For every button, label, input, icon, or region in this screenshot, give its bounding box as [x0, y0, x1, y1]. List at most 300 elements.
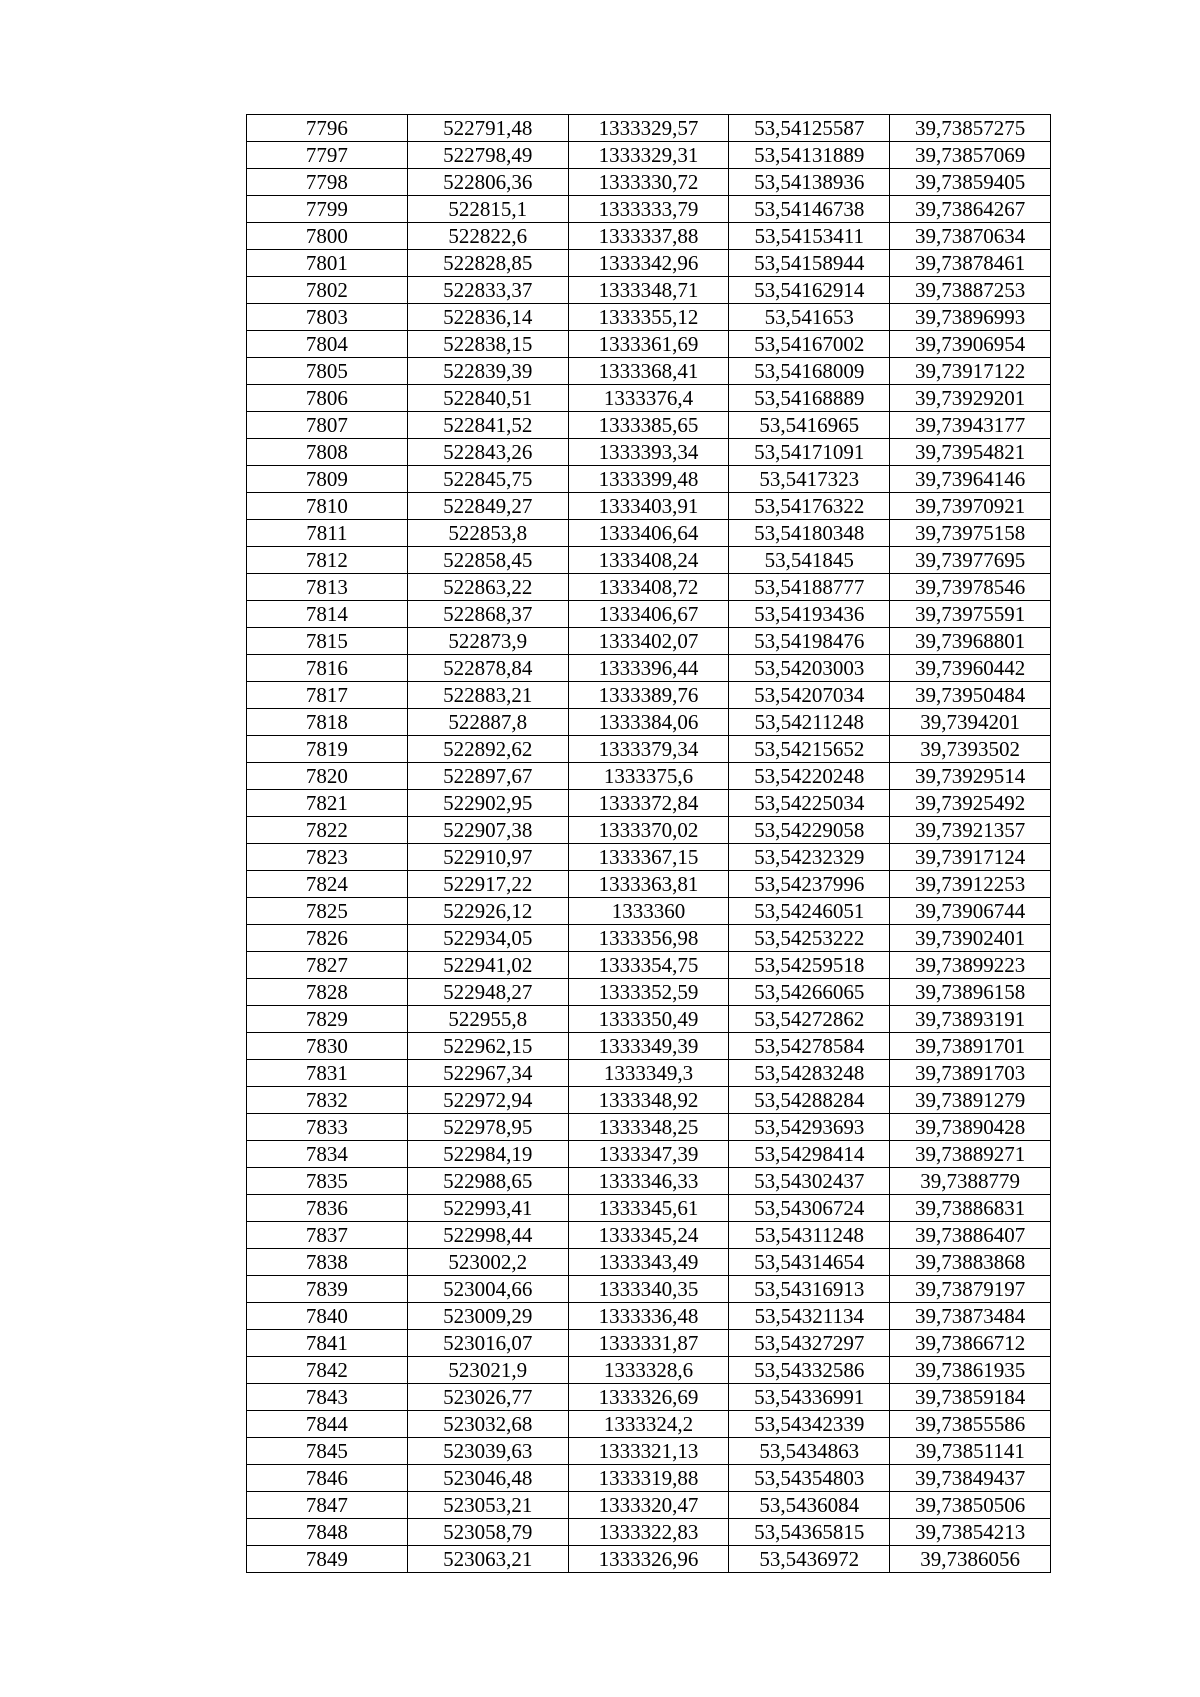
x-coordinate-cell: 522910,97: [407, 844, 568, 871]
y-coordinate-cell: 1333368,41: [568, 358, 729, 385]
point-number-cell: 7801: [247, 250, 408, 277]
longitude-cell: 39,73970921: [890, 493, 1051, 520]
x-coordinate-cell: 522845,75: [407, 466, 568, 493]
table-row: [247, 1087, 1051, 1114]
longitude-cell: 39,73896158: [890, 979, 1051, 1006]
y-coordinate-cell: 1333408,72: [568, 574, 729, 601]
longitude-cell: 39,73849437: [890, 1465, 1051, 1492]
point-number-cell: 7804: [247, 331, 408, 358]
latitude-cell: 53,54321134: [729, 1303, 890, 1330]
latitude-cell: 53,54336991: [729, 1384, 890, 1411]
y-coordinate-cell: 1333324,2: [568, 1411, 729, 1438]
table-row: [247, 223, 1051, 250]
latitude-cell: 53,54246051: [729, 898, 890, 925]
y-coordinate-cell: 1333379,34: [568, 736, 729, 763]
y-coordinate-cell: 1333356,98: [568, 925, 729, 952]
longitude-cell: 39,73891701: [890, 1033, 1051, 1060]
point-number-cell: 7822: [247, 817, 408, 844]
y-coordinate-cell: 1333348,71: [568, 277, 729, 304]
latitude-cell: 53,54162914: [729, 277, 890, 304]
table-row: [247, 1411, 1051, 1438]
y-coordinate-cell: 1333320,47: [568, 1492, 729, 1519]
table-row: [247, 142, 1051, 169]
x-coordinate-cell: 523026,77: [407, 1384, 568, 1411]
y-coordinate-cell: 1333363,81: [568, 871, 729, 898]
y-coordinate-cell: 1333346,33: [568, 1168, 729, 1195]
latitude-cell: 53,54283248: [729, 1060, 890, 1087]
table-row: [247, 520, 1051, 547]
x-coordinate-cell: 522839,39: [407, 358, 568, 385]
x-coordinate-cell: 523021,9: [407, 1357, 568, 1384]
point-number-cell: 7826: [247, 925, 408, 952]
latitude-cell: 53,54180348: [729, 520, 890, 547]
longitude-cell: 39,73864267: [890, 196, 1051, 223]
longitude-cell: 39,73977695: [890, 547, 1051, 574]
y-coordinate-cell: 1333333,79: [568, 196, 729, 223]
latitude-cell: 53,54215652: [729, 736, 890, 763]
latitude-cell: 53,5436972: [729, 1546, 890, 1573]
table-row: [247, 358, 1051, 385]
point-number-cell: 7815: [247, 628, 408, 655]
y-coordinate-cell: 1333370,02: [568, 817, 729, 844]
point-number-cell: 7813: [247, 574, 408, 601]
longitude-cell: 39,73975158: [890, 520, 1051, 547]
x-coordinate-cell: 522993,41: [407, 1195, 568, 1222]
x-coordinate-cell: 523039,63: [407, 1438, 568, 1465]
longitude-cell: 39,73925492: [890, 790, 1051, 817]
y-coordinate-cell: 1333361,69: [568, 331, 729, 358]
table-row: [247, 1276, 1051, 1303]
x-coordinate-cell: 522972,94: [407, 1087, 568, 1114]
point-number-cell: 7800: [247, 223, 408, 250]
point-number-cell: 7846: [247, 1465, 408, 1492]
x-coordinate-cell: 522998,44: [407, 1222, 568, 1249]
y-coordinate-cell: 1333360: [568, 898, 729, 925]
table-row: [247, 1114, 1051, 1141]
y-coordinate-cell: 1333402,07: [568, 628, 729, 655]
x-coordinate-cell: 522815,1: [407, 196, 568, 223]
table-row: [247, 1384, 1051, 1411]
y-coordinate-cell: 1333348,25: [568, 1114, 729, 1141]
y-coordinate-cell: 1333349,3: [568, 1060, 729, 1087]
longitude-cell: 39,7386056: [890, 1546, 1051, 1573]
y-coordinate-cell: 1333354,75: [568, 952, 729, 979]
x-coordinate-cell: 522948,27: [407, 979, 568, 1006]
table-row: [247, 1465, 1051, 1492]
latitude-cell: 53,54153411: [729, 223, 890, 250]
point-number-cell: 7831: [247, 1060, 408, 1087]
longitude-cell: 39,73975591: [890, 601, 1051, 628]
table-row: [247, 304, 1051, 331]
longitude-cell: 39,73906954: [890, 331, 1051, 358]
y-coordinate-cell: 1333403,91: [568, 493, 729, 520]
longitude-cell: 39,73879197: [890, 1276, 1051, 1303]
longitude-cell: 39,73890428: [890, 1114, 1051, 1141]
point-number-cell: 7821: [247, 790, 408, 817]
x-coordinate-cell: 522892,62: [407, 736, 568, 763]
longitude-cell: 39,7388779: [890, 1168, 1051, 1195]
longitude-cell: 39,73866712: [890, 1330, 1051, 1357]
table-row: [247, 790, 1051, 817]
x-coordinate-cell: 522853,8: [407, 520, 568, 547]
latitude-cell: 53,54311248: [729, 1222, 890, 1249]
point-number-cell: 7835: [247, 1168, 408, 1195]
longitude-cell: 39,73921357: [890, 817, 1051, 844]
latitude-cell: 53,54314654: [729, 1249, 890, 1276]
longitude-cell: 39,73855586: [890, 1411, 1051, 1438]
latitude-cell: 53,54158944: [729, 250, 890, 277]
table-row: [247, 1303, 1051, 1330]
point-number-cell: 7824: [247, 871, 408, 898]
x-coordinate-cell: 522978,95: [407, 1114, 568, 1141]
latitude-cell: 53,54298414: [729, 1141, 890, 1168]
table-row: [247, 682, 1051, 709]
point-number-cell: 7817: [247, 682, 408, 709]
longitude-cell: 39,73899223: [890, 952, 1051, 979]
x-coordinate-cell: 522833,37: [407, 277, 568, 304]
table-row: [247, 844, 1051, 871]
y-coordinate-cell: 1333352,59: [568, 979, 729, 1006]
latitude-cell: 53,54272862: [729, 1006, 890, 1033]
latitude-cell: 53,5417323: [729, 466, 890, 493]
y-coordinate-cell: 1333322,83: [568, 1519, 729, 1546]
y-coordinate-cell: 1333375,6: [568, 763, 729, 790]
latitude-cell: 53,54168889: [729, 385, 890, 412]
y-coordinate-cell: 1333406,67: [568, 601, 729, 628]
x-coordinate-cell: 522887,8: [407, 709, 568, 736]
coordinates-table-body: [247, 115, 1051, 1573]
table-row: [247, 169, 1051, 196]
table-row: [247, 439, 1051, 466]
point-number-cell: 7845: [247, 1438, 408, 1465]
x-coordinate-cell: 522806,36: [407, 169, 568, 196]
latitude-cell: 53,54354803: [729, 1465, 890, 1492]
table-row: [247, 1222, 1051, 1249]
latitude-cell: 53,54211248: [729, 709, 890, 736]
table-row: [247, 466, 1051, 493]
x-coordinate-cell: 522840,51: [407, 385, 568, 412]
longitude-cell: 39,73886407: [890, 1222, 1051, 1249]
x-coordinate-cell: 523046,48: [407, 1465, 568, 1492]
y-coordinate-cell: 1333343,49: [568, 1249, 729, 1276]
y-coordinate-cell: 1333367,15: [568, 844, 729, 871]
latitude-cell: 53,5436084: [729, 1492, 890, 1519]
x-coordinate-cell: 522988,65: [407, 1168, 568, 1195]
table-row: [247, 1249, 1051, 1276]
table-row: [247, 871, 1051, 898]
point-number-cell: 7840: [247, 1303, 408, 1330]
x-coordinate-cell: 522798,49: [407, 142, 568, 169]
point-number-cell: 7830: [247, 1033, 408, 1060]
longitude-cell: 39,73889271: [890, 1141, 1051, 1168]
longitude-cell: 39,73917122: [890, 358, 1051, 385]
latitude-cell: 53,54253222: [729, 925, 890, 952]
point-number-cell: 7818: [247, 709, 408, 736]
x-coordinate-cell: 522838,15: [407, 331, 568, 358]
table-row: [247, 979, 1051, 1006]
longitude-cell: 39,73887253: [890, 277, 1051, 304]
latitude-cell: 53,54332586: [729, 1357, 890, 1384]
point-number-cell: 7810: [247, 493, 408, 520]
x-coordinate-cell: 522828,85: [407, 250, 568, 277]
latitude-cell: 53,54168009: [729, 358, 890, 385]
y-coordinate-cell: 1333319,88: [568, 1465, 729, 1492]
x-coordinate-cell: 522917,22: [407, 871, 568, 898]
x-coordinate-cell: 522822,6: [407, 223, 568, 250]
y-coordinate-cell: 1333345,24: [568, 1222, 729, 1249]
table-row: [247, 763, 1051, 790]
longitude-cell: 39,73891703: [890, 1060, 1051, 1087]
point-number-cell: 7796: [247, 115, 408, 142]
longitude-cell: 39,73870634: [890, 223, 1051, 250]
y-coordinate-cell: 1333393,34: [568, 439, 729, 466]
latitude-cell: 53,54306724: [729, 1195, 890, 1222]
y-coordinate-cell: 1333384,06: [568, 709, 729, 736]
point-number-cell: 7833: [247, 1114, 408, 1141]
x-coordinate-cell: 523016,07: [407, 1330, 568, 1357]
point-number-cell: 7823: [247, 844, 408, 871]
latitude-cell: 53,54288284: [729, 1087, 890, 1114]
point-number-cell: 7834: [247, 1141, 408, 1168]
longitude-cell: 39,73861935: [890, 1357, 1051, 1384]
y-coordinate-cell: 1333345,61: [568, 1195, 729, 1222]
longitude-cell: 39,73902401: [890, 925, 1051, 952]
y-coordinate-cell: 1333328,6: [568, 1357, 729, 1384]
table-row: [247, 1195, 1051, 1222]
table-row: [247, 1492, 1051, 1519]
latitude-cell: 53,541653: [729, 304, 890, 331]
longitude-cell: 39,73978546: [890, 574, 1051, 601]
point-number-cell: 7809: [247, 466, 408, 493]
x-coordinate-cell: 522967,34: [407, 1060, 568, 1087]
longitude-cell: 39,73950484: [890, 682, 1051, 709]
latitude-cell: 53,54193436: [729, 601, 890, 628]
point-number-cell: 7808: [247, 439, 408, 466]
point-number-cell: 7841: [247, 1330, 408, 1357]
latitude-cell: 53,54225034: [729, 790, 890, 817]
y-coordinate-cell: 1333399,48: [568, 466, 729, 493]
point-number-cell: 7843: [247, 1384, 408, 1411]
y-coordinate-cell: 1333336,48: [568, 1303, 729, 1330]
latitude-cell: 53,54198476: [729, 628, 890, 655]
x-coordinate-cell: 522941,02: [407, 952, 568, 979]
longitude-cell: 39,73896993: [890, 304, 1051, 331]
table-row: [247, 331, 1051, 358]
longitude-cell: 39,73954821: [890, 439, 1051, 466]
longitude-cell: 39,73893191: [890, 1006, 1051, 1033]
x-coordinate-cell: 522863,22: [407, 574, 568, 601]
latitude-cell: 53,54229058: [729, 817, 890, 844]
point-number-cell: 7836: [247, 1195, 408, 1222]
latitude-cell: 53,54167002: [729, 331, 890, 358]
table-row: [247, 709, 1051, 736]
longitude-cell: 39,73851141: [890, 1438, 1051, 1465]
x-coordinate-cell: 523032,68: [407, 1411, 568, 1438]
longitude-cell: 39,73859405: [890, 169, 1051, 196]
longitude-cell: 39,73886831: [890, 1195, 1051, 1222]
point-number-cell: 7839: [247, 1276, 408, 1303]
longitude-cell: 39,7393502: [890, 736, 1051, 763]
longitude-cell: 39,73929201: [890, 385, 1051, 412]
x-coordinate-cell: 523002,2: [407, 1249, 568, 1276]
longitude-cell: 39,73943177: [890, 412, 1051, 439]
latitude-cell: 53,54293693: [729, 1114, 890, 1141]
latitude-cell: 53,54278584: [729, 1033, 890, 1060]
x-coordinate-cell: 522791,48: [407, 115, 568, 142]
x-coordinate-cell: 522902,95: [407, 790, 568, 817]
latitude-cell: 53,54220248: [729, 763, 890, 790]
point-number-cell: 7806: [247, 385, 408, 412]
table-row: [247, 574, 1051, 601]
longitude-cell: 39,73857069: [890, 142, 1051, 169]
longitude-cell: 39,7394201: [890, 709, 1051, 736]
point-number-cell: 7799: [247, 196, 408, 223]
latitude-cell: 53,54146738: [729, 196, 890, 223]
y-coordinate-cell: 1333329,31: [568, 142, 729, 169]
latitude-cell: 53,5416965: [729, 412, 890, 439]
latitude-cell: 53,54176322: [729, 493, 890, 520]
table-row: [247, 1141, 1051, 1168]
y-coordinate-cell: 1333321,13: [568, 1438, 729, 1465]
x-coordinate-cell: 522926,12: [407, 898, 568, 925]
point-number-cell: 7827: [247, 952, 408, 979]
x-coordinate-cell: 522907,38: [407, 817, 568, 844]
longitude-cell: 39,73859184: [890, 1384, 1051, 1411]
point-number-cell: 7802: [247, 277, 408, 304]
longitude-cell: 39,73960442: [890, 655, 1051, 682]
point-number-cell: 7837: [247, 1222, 408, 1249]
point-number-cell: 7798: [247, 169, 408, 196]
table-row: [247, 817, 1051, 844]
latitude-cell: 53,54237996: [729, 871, 890, 898]
x-coordinate-cell: 522873,9: [407, 628, 568, 655]
point-number-cell: 7828: [247, 979, 408, 1006]
point-number-cell: 7814: [247, 601, 408, 628]
latitude-cell: 53,54232329: [729, 844, 890, 871]
point-number-cell: 7797: [247, 142, 408, 169]
y-coordinate-cell: 1333385,65: [568, 412, 729, 439]
point-number-cell: 7825: [247, 898, 408, 925]
x-coordinate-cell: 522984,19: [407, 1141, 568, 1168]
longitude-cell: 39,73878461: [890, 250, 1051, 277]
latitude-cell: 53,54316913: [729, 1276, 890, 1303]
table-row: [247, 277, 1051, 304]
y-coordinate-cell: 1333406,64: [568, 520, 729, 547]
longitude-cell: 39,73929514: [890, 763, 1051, 790]
point-number-cell: 7829: [247, 1006, 408, 1033]
y-coordinate-cell: 1333347,39: [568, 1141, 729, 1168]
longitude-cell: 39,73964146: [890, 466, 1051, 493]
point-number-cell: 7811: [247, 520, 408, 547]
latitude-cell: 53,54259518: [729, 952, 890, 979]
x-coordinate-cell: 522934,05: [407, 925, 568, 952]
x-coordinate-cell: 522836,14: [407, 304, 568, 331]
table-row: [247, 547, 1051, 574]
table-row: [247, 1546, 1051, 1573]
y-coordinate-cell: 1333326,96: [568, 1546, 729, 1573]
y-coordinate-cell: 1333408,24: [568, 547, 729, 574]
table-row: [247, 1438, 1051, 1465]
table-row: [247, 655, 1051, 682]
longitude-cell: 39,73906744: [890, 898, 1051, 925]
point-number-cell: 7805: [247, 358, 408, 385]
y-coordinate-cell: 1333337,88: [568, 223, 729, 250]
point-number-cell: 7803: [247, 304, 408, 331]
y-coordinate-cell: 1333389,76: [568, 682, 729, 709]
x-coordinate-cell: 522897,67: [407, 763, 568, 790]
table-row: [247, 196, 1051, 223]
x-coordinate-cell: 523058,79: [407, 1519, 568, 1546]
point-number-cell: 7849: [247, 1546, 408, 1573]
coordinates-table: [246, 114, 1051, 1573]
x-coordinate-cell: 522849,27: [407, 493, 568, 520]
point-number-cell: 7842: [247, 1357, 408, 1384]
latitude-cell: 53,54327297: [729, 1330, 890, 1357]
x-coordinate-cell: 523053,21: [407, 1492, 568, 1519]
y-coordinate-cell: 1333350,49: [568, 1006, 729, 1033]
y-coordinate-cell: 1333355,12: [568, 304, 729, 331]
x-coordinate-cell: 522878,84: [407, 655, 568, 682]
point-number-cell: 7819: [247, 736, 408, 763]
x-coordinate-cell: 522858,45: [407, 547, 568, 574]
y-coordinate-cell: 1333340,35: [568, 1276, 729, 1303]
x-coordinate-cell: 523009,29: [407, 1303, 568, 1330]
x-coordinate-cell: 522955,8: [407, 1006, 568, 1033]
y-coordinate-cell: 1333376,4: [568, 385, 729, 412]
latitude-cell: 53,54266065: [729, 979, 890, 1006]
y-coordinate-cell: 1333342,96: [568, 250, 729, 277]
table-row: [247, 1060, 1051, 1087]
table-row: [247, 115, 1051, 142]
table-row: [247, 250, 1051, 277]
table-row: [247, 385, 1051, 412]
latitude-cell: 53,54365815: [729, 1519, 890, 1546]
longitude-cell: 39,73917124: [890, 844, 1051, 871]
table-row: [247, 601, 1051, 628]
longitude-cell: 39,73968801: [890, 628, 1051, 655]
point-number-cell: 7844: [247, 1411, 408, 1438]
point-number-cell: 7816: [247, 655, 408, 682]
table-row: [247, 925, 1051, 952]
longitude-cell: 39,73854213: [890, 1519, 1051, 1546]
longitude-cell: 39,73883868: [890, 1249, 1051, 1276]
table-row: [247, 1519, 1051, 1546]
point-number-cell: 7832: [247, 1087, 408, 1114]
table-row: [247, 1357, 1051, 1384]
y-coordinate-cell: 1333396,44: [568, 655, 729, 682]
y-coordinate-cell: 1333330,72: [568, 169, 729, 196]
longitude-cell: 39,73850506: [890, 1492, 1051, 1519]
x-coordinate-cell: 523004,66: [407, 1276, 568, 1303]
latitude-cell: 53,54131889: [729, 142, 890, 169]
x-coordinate-cell: 522841,52: [407, 412, 568, 439]
y-coordinate-cell: 1333349,39: [568, 1033, 729, 1060]
latitude-cell: 53,54188777: [729, 574, 890, 601]
latitude-cell: 53,54171091: [729, 439, 890, 466]
latitude-cell: 53,54138936: [729, 169, 890, 196]
table-row: [247, 952, 1051, 979]
point-number-cell: 7838: [247, 1249, 408, 1276]
latitude-cell: 53,54207034: [729, 682, 890, 709]
x-coordinate-cell: 522962,15: [407, 1033, 568, 1060]
table-row: [247, 493, 1051, 520]
point-number-cell: 7848: [247, 1519, 408, 1546]
table-row: [247, 1033, 1051, 1060]
longitude-cell: 39,73912253: [890, 871, 1051, 898]
y-coordinate-cell: 1333372,84: [568, 790, 729, 817]
x-coordinate-cell: 522868,37: [407, 601, 568, 628]
latitude-cell: 53,54342339: [729, 1411, 890, 1438]
